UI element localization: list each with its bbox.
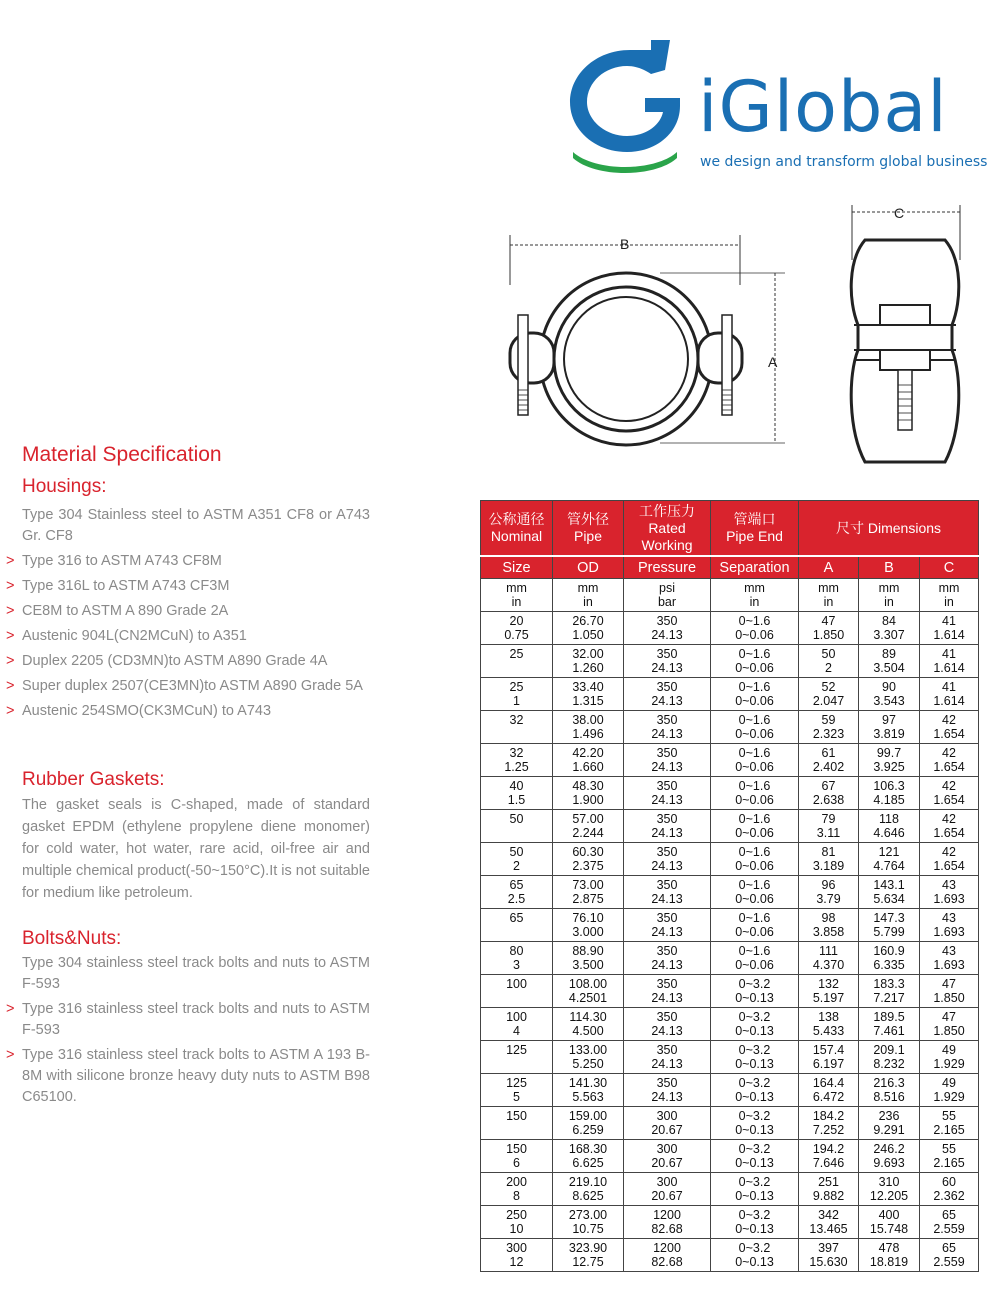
housings-item: > Super duplex 2507(CE3MN)to ASTM A890 Grade 5A — [6, 676, 370, 697]
cell-od: 57.00 2.244 — [553, 810, 624, 843]
table-row — [481, 810, 979, 843]
cell-pressure: 350 24.13 — [624, 876, 711, 909]
cell-a: 138 5.433 — [799, 1008, 859, 1041]
material-spec-title: Material Specification — [22, 443, 222, 466]
cell-c: 47 1.850 — [920, 975, 979, 1008]
cell-separation: 0~1.6 0~0.06 — [711, 777, 799, 810]
cell-od: 159.00 6.259 — [553, 1107, 624, 1140]
cell-separation: 0~3.2 0~0.13 — [711, 1008, 799, 1041]
cell-b: 160.9 6.335 — [859, 942, 920, 975]
cell-a: 164.4 6.472 — [799, 1074, 859, 1107]
cell-size: 25 1 — [481, 678, 553, 711]
cell-size: 300 12 — [481, 1239, 553, 1272]
cell-size: 200 8 — [481, 1173, 553, 1206]
cell-size: 125 — [481, 1041, 553, 1074]
cell-size: 100 — [481, 975, 553, 1008]
cell-c: 55 2.165 — [920, 1140, 979, 1173]
cell-c: 42 1.654 — [920, 810, 979, 843]
cell-b: 478 18.819 — [859, 1239, 920, 1272]
cell-c: 43 1.693 — [920, 942, 979, 975]
header-pipe: 管外径 Pipe — [553, 501, 624, 557]
cell-b: 97 3.819 — [859, 711, 920, 744]
cell-od: 323.90 12.75 — [553, 1239, 624, 1272]
cell-b: 99.7 3.925 — [859, 744, 920, 777]
cell-separation: 0~3.2 0~0.13 — [711, 1206, 799, 1239]
cell-b: 209.1 8.232 — [859, 1041, 920, 1074]
cell-size: 20 0.75 — [481, 612, 553, 645]
cell-c: 42 1.654 — [920, 843, 979, 876]
cell-a: 96 3.79 — [799, 876, 859, 909]
table-row — [481, 1008, 979, 1041]
cell-b: 189.5 7.461 — [859, 1008, 920, 1041]
cell-size: 125 5 — [481, 1074, 553, 1107]
cell-c: mm in — [920, 579, 979, 612]
table-row — [481, 645, 979, 678]
cell-a: 61 2.402 — [799, 744, 859, 777]
cell-a: 79 3.11 — [799, 810, 859, 843]
arrow-right-icon: > — [6, 703, 15, 719]
cell-pressure: 350 24.13 — [624, 1008, 711, 1041]
logo-wordmark: iGlobal — [698, 66, 948, 148]
cell-a: 157.4 6.197 — [799, 1041, 859, 1074]
table-row — [481, 678, 979, 711]
table-row — [481, 876, 979, 909]
cell-b: 147.3 5.799 — [859, 909, 920, 942]
cell-od: 73.00 2.875 — [553, 876, 624, 909]
header-dimensions: 尺寸 Dimensions — [799, 501, 979, 557]
cell-separation: 0~1.6 0~0.06 — [711, 645, 799, 678]
cell-b: 236 9.291 — [859, 1107, 920, 1140]
cell-pressure: 350 24.13 — [624, 678, 711, 711]
cell-b: 183.3 7.217 — [859, 975, 920, 1008]
cell-pressure: 350 24.13 — [624, 975, 711, 1008]
cell-b: 106.3 4.185 — [859, 777, 920, 810]
cell-a: 67 2.638 — [799, 777, 859, 810]
cell-pressure: 300 20.67 — [624, 1173, 711, 1206]
cell-a: 111 4.370 — [799, 942, 859, 975]
cell-od: 60.30 2.375 — [553, 843, 624, 876]
cell-c: 49 1.929 — [920, 1074, 979, 1107]
table-row — [481, 777, 979, 810]
cell-c: 55 2.165 — [920, 1107, 979, 1140]
cell-od: 168.30 6.625 — [553, 1140, 624, 1173]
header-nominal: 公称通径 Nominal — [481, 501, 553, 557]
subheader-a: A — [799, 556, 859, 579]
rubber-gaskets-heading: Rubber Gaskets: — [22, 769, 165, 790]
housings-item: > Type 316 to ASTM A743 CF8M — [6, 551, 370, 572]
cell-pressure: 300 20.67 — [624, 1107, 711, 1140]
cell-size: 50 — [481, 810, 553, 843]
cell-c: 47 1.850 — [920, 1008, 979, 1041]
cell-c: 42 1.654 — [920, 711, 979, 744]
cell-a: mm in — [799, 579, 859, 612]
cell-pressure: 350 24.13 — [624, 942, 711, 975]
cell-separation: 0~1.6 0~0.06 — [711, 876, 799, 909]
cell-b: 400 15.748 — [859, 1206, 920, 1239]
housings-item: > CE8M to ASTM A 890 Grade 2A — [6, 601, 370, 622]
cell-b: mm in — [859, 579, 920, 612]
cell-separation: 0~3.2 0~0.13 — [711, 1173, 799, 1206]
cell-pressure: 350 24.13 — [624, 1041, 711, 1074]
cell-od: 32.00 1.260 — [553, 645, 624, 678]
iglobal-g-mark-icon — [565, 40, 695, 180]
housings-item: > Austenic 904L(CN2MCuN) to A351 — [6, 626, 370, 647]
subheader-separation: Separation — [711, 556, 799, 579]
cell-c: 65 2.559 — [920, 1206, 979, 1239]
cell-od: 48.30 1.900 — [553, 777, 624, 810]
housings-item: Type 304 Stainless steel to ASTM A351 CF8 or A743 Gr. CF8 — [22, 507, 370, 544]
cell-separation: 0~1.6 0~0.06 — [711, 810, 799, 843]
table-row — [481, 843, 979, 876]
housings-item: > Type 316L to ASTM A743 CF3M — [6, 576, 370, 597]
cell-a: 52 2.047 — [799, 678, 859, 711]
bolts-list — [6, 953, 370, 1112]
cell-c: 43 1.693 — [920, 909, 979, 942]
cell-b: 118 4.646 — [859, 810, 920, 843]
cell-pressure: 350 24.13 — [624, 744, 711, 777]
dimensions-table — [480, 500, 979, 1272]
cell-od: 42.20 1.660 — [553, 744, 624, 777]
cell-c: 65 2.559 — [920, 1239, 979, 1272]
cell-od: 76.10 3.000 — [553, 909, 624, 942]
cell-pressure: 350 24.13 — [624, 1074, 711, 1107]
cell-a: 342 13.465 — [799, 1206, 859, 1239]
table-header-row — [481, 501, 979, 557]
cell-od: 133.00 5.250 — [553, 1041, 624, 1074]
cell-size: 65 2.5 — [481, 876, 553, 909]
dimension-a-label: A — [768, 354, 778, 370]
cell-b: 216.3 8.516 — [859, 1074, 920, 1107]
arrow-right-icon: > — [6, 578, 15, 594]
units-row — [481, 579, 979, 612]
cell-b: 121 4.764 — [859, 843, 920, 876]
cell-pressure: 350 24.13 — [624, 645, 711, 678]
dimension-c-label: C — [894, 205, 905, 221]
cell-od: 108.00 4.2501 — [553, 975, 624, 1008]
cell-a: 47 1.850 — [799, 612, 859, 645]
cell-pressure: 350 24.13 — [624, 777, 711, 810]
cell-b: 310 12.205 — [859, 1173, 920, 1206]
cell-separation: 0~1.6 0~0.06 — [711, 678, 799, 711]
cell-a: 98 3.858 — [799, 909, 859, 942]
coupling-front-view-drawing — [500, 225, 800, 450]
cell-size: 100 4 — [481, 1008, 553, 1041]
cell-od: 26.70 1.050 — [553, 612, 624, 645]
subheader-size: Size — [481, 556, 553, 579]
cell-separation: 0~3.2 0~0.13 — [711, 1140, 799, 1173]
arrow-right-icon: > — [6, 1047, 15, 1063]
cell-a: 397 15.630 — [799, 1239, 859, 1272]
cell-separation: 0~3.2 0~0.13 — [711, 1074, 799, 1107]
table-row — [481, 909, 979, 942]
table-row — [481, 1239, 979, 1272]
subheader-pressure: Pressure — [624, 556, 711, 579]
cell-c: 42 1.654 — [920, 777, 979, 810]
table-row — [481, 975, 979, 1008]
cell-separation: 0~1.6 0~0.06 — [711, 744, 799, 777]
cell-size: 25 — [481, 645, 553, 678]
cell-pressure: 350 24.13 — [624, 843, 711, 876]
cell-od: 33.40 1.315 — [553, 678, 624, 711]
cell-c: 41 1.614 — [920, 678, 979, 711]
bolts-item: > Type 316 stainless steel track bolts and nuts to ASTM F-593 — [6, 1001, 370, 1038]
cell-separation: 0~3.2 0~0.13 — [711, 975, 799, 1008]
cell-a: 50 2 — [799, 645, 859, 678]
arrow-right-icon: > — [6, 603, 15, 619]
cell-a: 194.2 7.646 — [799, 1140, 859, 1173]
cell-separation: 0~3.2 0~0.13 — [711, 1239, 799, 1272]
arrow-right-icon: > — [6, 678, 15, 694]
cell-separation: 0~1.6 0~0.06 — [711, 711, 799, 744]
cell-a: 184.2 7.252 — [799, 1107, 859, 1140]
cell-separation: 0~3.2 0~0.13 — [711, 1041, 799, 1074]
table-subheader-row — [481, 556, 979, 579]
cell-od: 38.00 1.496 — [553, 711, 624, 744]
cell-size: 150 6 — [481, 1140, 553, 1173]
subheader-c: C — [920, 556, 979, 579]
housings-item: > Duplex 2205 (CD3MN)to ASTM A890 Grade 4A — [6, 651, 370, 672]
cell-size: mm in — [481, 579, 553, 612]
bolts-nuts-heading: Bolts&Nuts: — [22, 928, 122, 949]
header-pressure: 工作压力 Rated Working — [624, 501, 711, 557]
cell-c: 41 1.614 — [920, 612, 979, 645]
subheader-b: B — [859, 556, 920, 579]
table-row — [481, 1074, 979, 1107]
cell-c: 43 1.693 — [920, 876, 979, 909]
cell-size: 150 — [481, 1107, 553, 1140]
cell-a: 81 3.189 — [799, 843, 859, 876]
cell-size: 32 — [481, 711, 553, 744]
cell-pressure: 350 24.13 — [624, 810, 711, 843]
coupling-side-view-drawing — [840, 200, 970, 470]
cell-b: 246.2 9.693 — [859, 1140, 920, 1173]
cell-pressure: 350 24.13 — [624, 612, 711, 645]
cell-size: 40 1.5 — [481, 777, 553, 810]
cell-pressure: 300 20.67 — [624, 1140, 711, 1173]
subheader-od: OD — [553, 556, 624, 579]
bolts-item: Type 304 stainless steel track bolts and nuts to ASTM F-593 — [22, 955, 370, 992]
cell-od: 88.90 3.500 — [553, 942, 624, 975]
cell-pressure: 1200 82.68 — [624, 1239, 711, 1272]
table-row — [481, 1041, 979, 1074]
table-row — [481, 1173, 979, 1206]
rubber-gaskets-text: The gasket seals is C-shaped, made of standard gasket EPDM (ethylene propylene diene monomer) for cold water, hot water, rare acid, oil-free air and multiple chemical product(-50~150°C).It is not suitable for medium like petroleum. — [22, 797, 370, 901]
cell-separation: 0~3.2 0~0.13 — [711, 1107, 799, 1140]
cell-separation: 0~1.6 0~0.06 — [711, 909, 799, 942]
table-body — [481, 579, 979, 1272]
arrow-right-icon: > — [6, 553, 15, 569]
cell-od: 273.00 10.75 — [553, 1206, 624, 1239]
housings-heading: Housings: — [22, 476, 107, 497]
cell-c: 42 1.654 — [920, 744, 979, 777]
cell-od: 219.10 8.625 — [553, 1173, 624, 1206]
dimension-b-label: B — [620, 236, 630, 252]
cell-separation: 0~1.6 0~0.06 — [711, 843, 799, 876]
cell-pressure: 1200 82.68 — [624, 1206, 711, 1239]
cell-od: mm in — [553, 579, 624, 612]
arrow-right-icon: > — [6, 628, 15, 644]
cell-b: 89 3.504 — [859, 645, 920, 678]
cell-separation: 0~1.6 0~0.06 — [711, 612, 799, 645]
table-row — [481, 711, 979, 744]
cell-a: 132 5.197 — [799, 975, 859, 1008]
cell-pressure: 350 24.13 — [624, 711, 711, 744]
table-row — [481, 1206, 979, 1239]
cell-c: 49 1.929 — [920, 1041, 979, 1074]
table-row — [481, 942, 979, 975]
cell-b: 84 3.307 — [859, 612, 920, 645]
cell-separation: 0~1.6 0~0.06 — [711, 942, 799, 975]
cell-separation: mm in — [711, 579, 799, 612]
arrow-right-icon: > — [6, 653, 15, 669]
cell-size: 80 3 — [481, 942, 553, 975]
cell-a: 251 9.882 — [799, 1173, 859, 1206]
cell-od: 141.30 5.563 — [553, 1074, 624, 1107]
cell-size: 50 2 — [481, 843, 553, 876]
cell-pressure: 350 24.13 — [624, 909, 711, 942]
housings-list — [6, 505, 370, 726]
cell-a: 59 2.323 — [799, 711, 859, 744]
cell-size: 250 10 — [481, 1206, 553, 1239]
table-row — [481, 1140, 979, 1173]
cell-b: 90 3.543 — [859, 678, 920, 711]
cell-c: 60 2.362 — [920, 1173, 979, 1206]
bolts-item: > Type 316 stainless steel track bolts to ASTM A 193 B-8M with silicone bronze heavy duty nuts to ASTM B98 C65100. — [6, 1047, 370, 1105]
cell-size: 32 1.25 — [481, 744, 553, 777]
table-row — [481, 612, 979, 645]
cell-c: 41 1.614 — [920, 645, 979, 678]
table-row — [481, 1107, 979, 1140]
housings-item: > Austenic 254SMO(CK3MCuN) to A743 — [6, 701, 370, 722]
cell-od: 114.30 4.500 — [553, 1008, 624, 1041]
logo-tagline: we design and transform global business — [700, 154, 988, 170]
cell-pressure: psi bar — [624, 579, 711, 612]
arrow-right-icon: > — [6, 1001, 15, 1017]
cell-b: 143.1 5.634 — [859, 876, 920, 909]
table-row — [481, 744, 979, 777]
header-pipe-end: 管端口 Pipe End — [711, 501, 799, 557]
cell-size: 65 — [481, 909, 553, 942]
